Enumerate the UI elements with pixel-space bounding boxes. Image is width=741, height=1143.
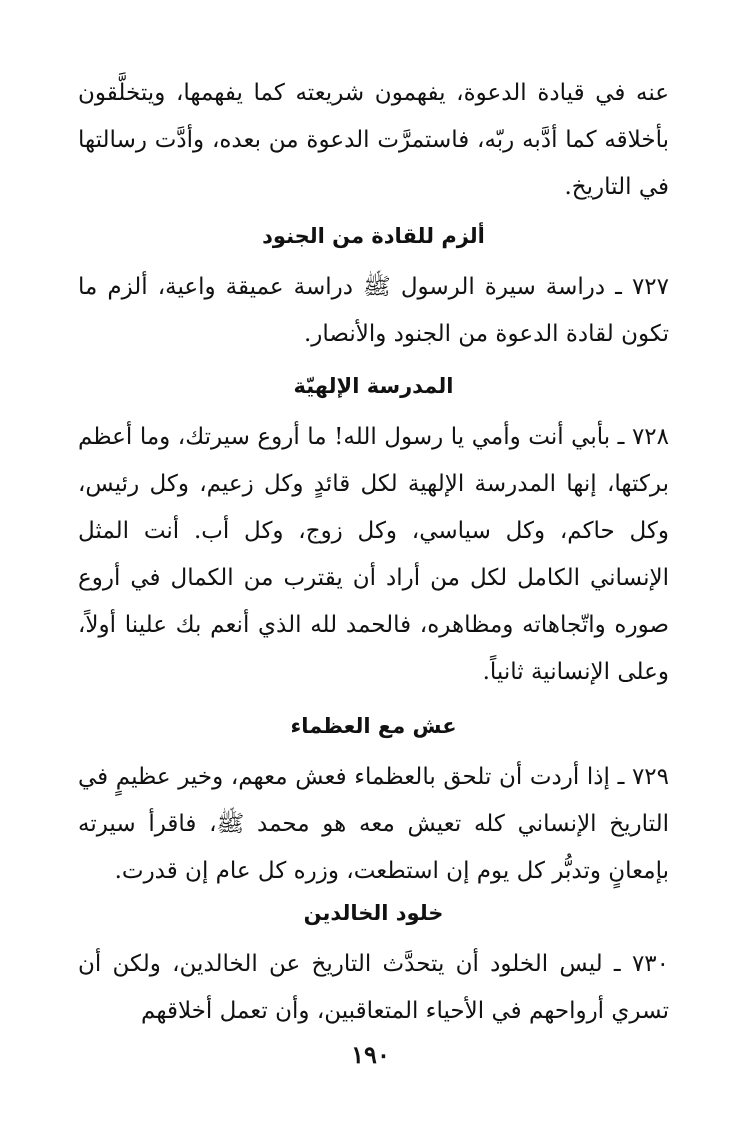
paragraph-728: ٧٢٨ ـ بأبي أنت وأمي يا رسول الله! ما أروع سيرتك، وما أعظم بركتها، إنها المدرسة الإلهية لكل قائدٍ وكل زعيم، وكل رئيس، وكل حاكم، وكل سياسي، وكل زوج، وكل أب. أنت المثل الإنساني الكامل لكل من أراد أن يقترب من الكمال في أروع صوره واتّجاهاته ومظاهره، فالحمد لله الذي أنعم بك علينا أولاً، وعلى الإنسانية ثانياً. (78, 424, 669, 685)
section-heading-live-with-greats: عش مع العظماء (290, 714, 457, 738)
section-heading-immortality: خلود الخالدين (303, 901, 444, 925)
paragraph-729: ٧٢٩ ـ إذا أردت أن تلحق بالعظماء فعش معهم، وخير عظيمٍ في التاريخ الإنساني كله تعيش معه هو محمد ﷺ، فاقرأ سيرته بإمعانٍ وتدبُّر كل يوم إن استطعت، وزره كل عام إن قدرت. (78, 764, 669, 884)
paragraph-727: ٧٢٧ ـ دراسة سيرة الرسول ﷺ دراسة عميقة واعية، ألزم ما تكون لقادة الدعوة من الجنود والأنصار. (78, 274, 669, 347)
section-heading-leaders: ألزم للقادة من الجنود (262, 224, 485, 248)
paragraph-intro: عنه في قيادة الدعوة، يفهمون شريعته كما يفهمها، ويتخلَّقون بأخلاقه كما أدَّبه ربّه، فاستمرَّت الدعوة من بعده، وأدَّت رسالتها في التاريخ. (78, 80, 669, 200)
section-heading-divine-school: المدرسة الإلهيّة (293, 374, 454, 398)
page-number: ١٩٠ (351, 1040, 390, 1069)
paragraph-730: ٧٣٠ ـ ليس الخلود أن يتحدَّث التاريخ عن الخالدين، ولكن أن تسري أرواحهم في الأحياء المتعاقبين، وأن تعمل أخلاقهم (78, 951, 669, 1024)
